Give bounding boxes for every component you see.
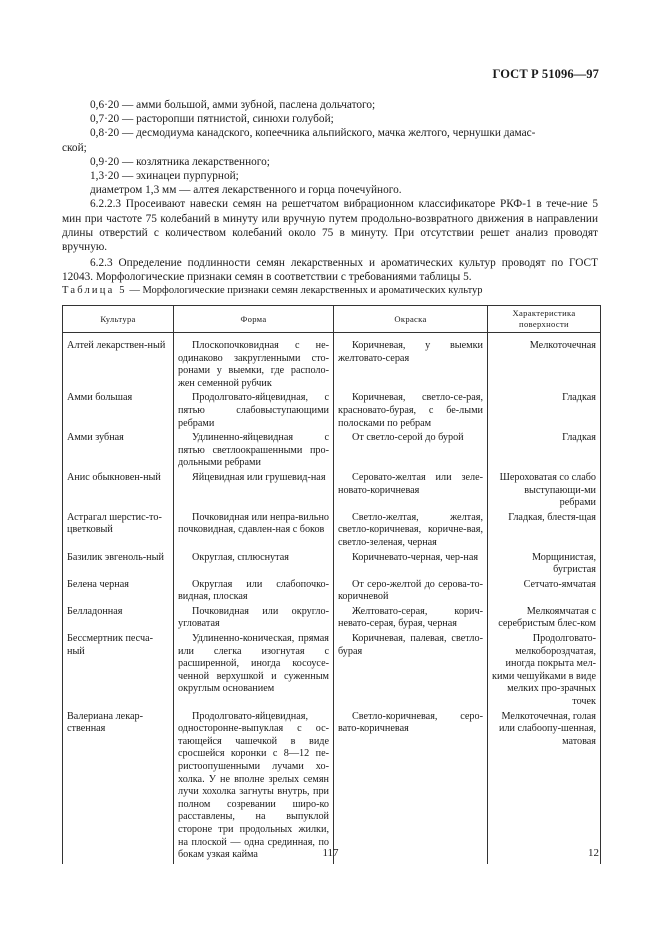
table-header-row (63, 306, 601, 333)
list-item: 1,3·20 — эхинацеи пурпурной; (90, 170, 239, 183)
cell-culture: Белладонная (63, 606, 174, 633)
cell-color: Коричневато-черная, чер-ная (334, 552, 488, 579)
table-row (63, 606, 601, 633)
body-text (62, 98, 598, 285)
table-row (63, 552, 601, 579)
cell-surface: Мелкоточечная, голая или слабоопу-шенная, матовая (488, 711, 601, 864)
cell-color: Коричневая, светло-се-рая, красновато-бурая, с бе-лыми полосками по ребрам (334, 392, 488, 432)
sheet-number: 12 (588, 847, 599, 859)
cell-form: Почковидная или непра-вильно почковидная, сдавлен-ная с боков (174, 512, 334, 552)
table-row (63, 432, 601, 472)
cell-color: Коричневая, палевая, светло-бурая (334, 633, 488, 711)
cell-culture: Валериана лекар-ственная (63, 711, 174, 864)
cell-surface: Мелкоточечная (488, 333, 601, 393)
list-item: 0,6·20 — амми большой, амми зубной, паслена дольчатого; (90, 99, 376, 111)
cell-culture: Анис обыкновен-ный (63, 472, 174, 512)
cell-color: Коричневая, у выемки желтовато-серая (334, 333, 488, 393)
cell-form: Продолговато-яйцевидная, односторонне-выпуклая с ос-тающейся чашечкой в виде сросшейся коронки с 8—12 пе-ристоопушенными лучами хо-холка. У не вполне зрелых семян лучи хохолка загнуты внутрь, при полном созревании широ-ко расставлены, на выпуклой стороне три продольных жилки, на плоской — одна срединная, по бокам узкая кайма (174, 711, 334, 864)
cell-surface: Мелкоямчатая с серебристым блес-ком (488, 606, 601, 633)
cell-color: От серо-желтой до серова-то-коричневой (334, 579, 488, 606)
seed-morphology-table (62, 305, 601, 864)
cell-form: Почковидная или округлo-угловатая (174, 606, 334, 633)
column-header-culture: Культура (63, 306, 174, 333)
cell-form: Округлая, сплюснутая (174, 552, 334, 579)
list-item: 0,7·20 — расторопши пятнистой, синюхи голубой; (90, 113, 334, 126)
standard-header: ГОСТ Р 51096—97 (492, 67, 599, 81)
table-row (63, 579, 601, 606)
table-row (63, 633, 601, 711)
cell-surface: Гладкая, блестя-щая (488, 512, 601, 552)
cell-culture: Бессмертник песча-ный (63, 633, 174, 711)
column-header-form: Форма (174, 306, 334, 333)
cell-color: От светло-серой до бурой (334, 432, 488, 472)
cell-culture: Амми зубная (63, 432, 174, 472)
cell-culture: Астрагал шерстис-то-цветковый (63, 512, 174, 552)
cell-color: Серовато-желтая или зеле-новато-коричневая (334, 472, 488, 512)
cell-surface: Гладкая (488, 392, 601, 432)
cell-surface: Шероховатая со слабо выступающи-ми ребрами (488, 472, 601, 512)
table-row (63, 392, 601, 432)
column-header-color: Окраска (334, 306, 488, 333)
list-item: 0,8·20 — десмодиума канадского, копеечника альпийского, мачка желтого, чернушки дамас- (90, 127, 536, 140)
list-item-continuation: ской; (62, 141, 87, 154)
cell-culture: Белена черная (63, 579, 174, 606)
cell-culture: Амми большая (63, 392, 174, 432)
cell-color: Светло-желтая, желтая, светло-коричневая, коричне-вая, светло-зеленая, черная (334, 512, 488, 552)
cell-surface: Сетчато-ямчатая (488, 579, 601, 606)
table-caption-label: Таблица 5 (62, 285, 127, 296)
cell-form: Округлая или слабопочко-видная, плоская (174, 579, 334, 606)
table-row (63, 333, 601, 393)
cell-form: Удлиненно-яйцевидная с пятью светлоокрашенными про-дольными ребрами (174, 432, 334, 472)
cell-color: Желтовато-серая, корич-невато-серая, бурая, черная (334, 606, 488, 633)
list-item: диаметром 1,3 мм — алтея лекарственного и горца почечуйного. (90, 184, 402, 197)
table-caption-text: — Морфологические признаки семян лекарственных и ароматических культур (126, 285, 483, 296)
cell-surface: Продолговато-мелкобороздчатая, иногда покрыта мел-кими чешуйками в виде мелких про-зрачных точек (488, 633, 601, 711)
table-row (63, 512, 601, 552)
column-header-surface: Характеристика поверхности (488, 306, 601, 333)
cell-form: Плоскопочковидная с не-одинаково закругленными сто-ронами у выемки, где располо-жен семенной рубчик (174, 333, 334, 393)
table-caption (62, 285, 602, 296)
cell-culture: Алтей лекарствен-ный (63, 333, 174, 393)
paragraph-6-2-3: 6.2.3 Определение подлинности семян лекарственных и ароматических культур проводят по ГОСТ 12043. Морфологические признаки семян в соответствии с требованиями таблицы 5. (62, 257, 598, 284)
table-row (63, 711, 601, 864)
cell-form: Яйцевидная или грушевид-ная (174, 472, 334, 512)
table-row (63, 472, 601, 512)
page-number: 117 (322, 847, 339, 859)
cell-culture: Базилик эвгеноль-ный (63, 552, 174, 579)
cell-surface: Морщинистая, бугристая (488, 552, 601, 579)
cell-form: Продолговато-яйцевидная, с пятью слабовыступающими ребрами (174, 392, 334, 432)
paragraph-6-2-2-3: 6.2.2.3 Просеивают навески семян на решетчатом вибрационном классификаторе РКФ-1 в тече-ние 5 мин при частоте 75 колебаний в минуту или вручную путем продольно-возвратного движения в направлении длины отверстий с количеством колебаний около 75 в минуту. При отсутствии решет анализ проводят вручную. (62, 198, 598, 254)
cell-form: Удлиненно-коническая, прямая или слегка изогнутая с расширенной, иногда косоусе-ченной верхушкой и суженным округлым основанием (174, 633, 334, 711)
cell-surface: Гладкая (488, 432, 601, 472)
cell-color: Светло-коричневая, серо-вато-коричневая (334, 711, 488, 864)
list-item: 0,9·20 — козлятника лекарственного; (90, 155, 270, 168)
